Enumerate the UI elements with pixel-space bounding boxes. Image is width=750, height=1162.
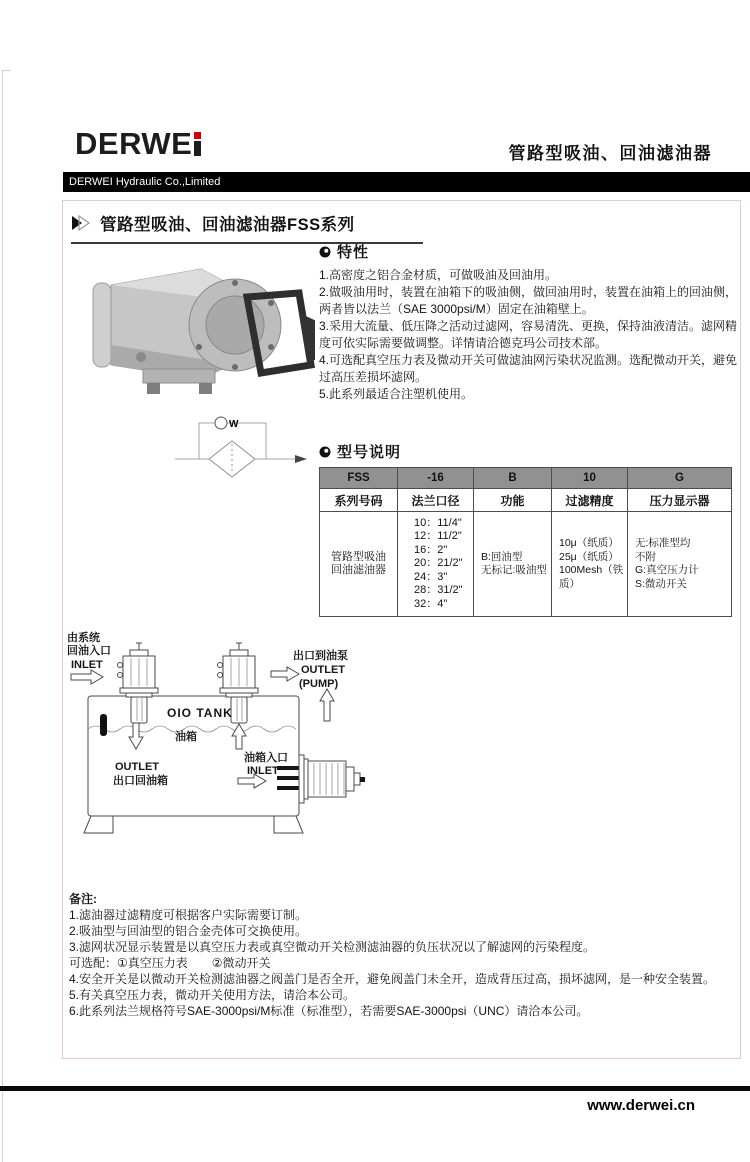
scan-edge-line [2, 70, 3, 1162]
note-item: 2.吸油型与回油型的铝合金壳体可交换使用。 [69, 924, 308, 938]
tank-inlet-label-en: INLET [247, 765, 279, 777]
notes-heading: 备注: [69, 892, 97, 906]
page-title: 管路型吸油、回油滤油器 [508, 144, 712, 163]
system-return-label: 由系统 [67, 632, 100, 644]
table-body-row [320, 512, 732, 617]
flow-arrow-up-icon [320, 689, 334, 721]
tank-leg [274, 816, 303, 833]
features-heading-row [319, 241, 737, 262]
pump-outlet-label: 出口到油泵 [293, 650, 348, 662]
label-cell: 系列号码 [320, 489, 398, 512]
section-bullet-icon [319, 246, 331, 258]
feature-item: 5.此系列最适合注塑机使用。 [319, 387, 474, 401]
note-item: 6.此系列法兰规格符号SAE-3000psi/M标准（标准型），若需要SAE-3000psi（UNC）请洽本公司。 [69, 1004, 589, 1018]
filter-symbol-diagram [169, 407, 314, 497]
brand-logo [75, 126, 201, 161]
notes-section [69, 891, 732, 1019]
installation-diagram [63, 629, 408, 864]
tank-outlet-label-en: OUTLET [115, 761, 159, 773]
feature-item: 1.高密度之铝合金材质，可做吸油及回油用。 [319, 268, 558, 282]
feature-item: 3.采用大流量、低压降之活动过滤网，容易清洗、更换，保持油液清洁。滤网精度可依实际需要做调整。详情请洽德克玛公司技术部。 [319, 319, 738, 350]
series-title: 管路型吸油、回油滤油器FSS系列 [100, 216, 355, 234]
pump-label: (PUMP) [299, 678, 339, 690]
brand-logo-text: DERWE [75, 126, 193, 161]
flow-arrow-right-icon [271, 667, 299, 681]
oil-tank-label-en: OIO TANK [167, 706, 233, 720]
series-name-cell: 管路型吸油 回油滤油器 [320, 512, 398, 617]
features-heading: 特性 [337, 244, 370, 261]
company-bar: DERWEI Hydraulic Co.,Limited [63, 172, 750, 192]
model-heading: 型号说明 [337, 444, 402, 461]
scan-edge-tick [2, 70, 11, 71]
code-cell: B [474, 468, 552, 489]
model-heading-row [319, 441, 737, 462]
filtration-options-cell: 10μ（纸质） 25μ（纸质） 100Mesh（铁质） [552, 512, 628, 617]
outlet-label: OUTLET [301, 664, 345, 676]
label-cell: 法兰口径 [398, 489, 474, 512]
logo-i-bar [194, 141, 201, 156]
flow-arrow-up-icon [232, 724, 246, 749]
note-item: 4.安全开关是以微动开关检测滤油器之阀盖门是否全开，避免阀盖门未全开，造成背压过高，损坏滤网，是一种安全装置。 [69, 972, 716, 986]
code-cell: 10 [552, 468, 628, 489]
table-label-row [320, 489, 732, 512]
filter-unit-top-left [118, 643, 159, 723]
tank-leg [84, 816, 113, 833]
logo-red-dot [194, 132, 201, 139]
label-cell: 压力显示器 [628, 489, 732, 512]
code-cell: -16 [398, 468, 474, 489]
note-item: 5.有关真空压力表，微动开关使用方法，请洽本公司。 [69, 988, 356, 1002]
table-code-row [320, 468, 732, 489]
tank-outlet-label-cn: 出口回油箱 [113, 775, 168, 787]
flow-arrow-right-icon [71, 670, 103, 684]
flow-arrow-down-icon [129, 721, 143, 749]
system-return-label: 回油入口 [67, 645, 111, 657]
series-title-row [71, 211, 423, 244]
flange-options-cell: 10：11/4" 12：11/2" 16：2" 20：21/2" 24：3" 28：31/2" 32：4" [398, 512, 474, 617]
feature-item: 2.做吸油用时，装置在油箱下的吸油侧，做回油用时，装置在油箱上的回油侧，两者皆以法兰（SAE 3000psi/M）固定在油箱壁上。 [319, 285, 738, 316]
note-item: 3.滤网状况显示装置是以真空压力表或真空微动开关检测滤油器的负压状况以了解滤网的污染程度。 [69, 940, 596, 954]
code-cell: FSS [320, 468, 398, 489]
feature-item: 4.可选配真空压力表及微动开关可做滤油网污染状况监测。选配微动开关，避免过高压差损坏滤网。 [319, 353, 738, 384]
note-item: 可选配：①真空压力表 ②微动开关 [69, 956, 271, 970]
inlet-label: INLET [71, 659, 103, 671]
model-section [319, 441, 737, 617]
website-url: www.derwei.cn [587, 1097, 695, 1114]
indicator-options-cell: 无:标准型均 不附 G:真空压力计 S:微动开关 [628, 512, 732, 617]
model-code-table [319, 467, 732, 617]
flow-arrow-icon [295, 455, 307, 463]
filter-unit-side [277, 755, 365, 803]
label-cell: 过滤精度 [552, 489, 628, 512]
section-bullet-icon [319, 446, 331, 458]
oil-tank-label-cn: 油箱 [175, 731, 197, 743]
triangle-arrow-icon [71, 215, 91, 231]
code-cell: G [628, 468, 732, 489]
function-options-cell: B:回油型 无标记:吸油型 [474, 512, 552, 617]
gauge-label: W [229, 419, 239, 430]
content-frame [62, 200, 741, 1059]
label-cell: 功能 [474, 489, 552, 512]
note-item: 1.滤油器过滤精度可根据客户实际需要订制。 [69, 908, 308, 922]
footer-divider [0, 1086, 750, 1091]
features-section [319, 241, 737, 403]
product-photo-image [85, 253, 315, 403]
brand-logo-letter-i [194, 132, 201, 156]
filter-element-marker [100, 714, 107, 736]
tank-inlet-label-cn: 油箱入口 [244, 752, 288, 764]
